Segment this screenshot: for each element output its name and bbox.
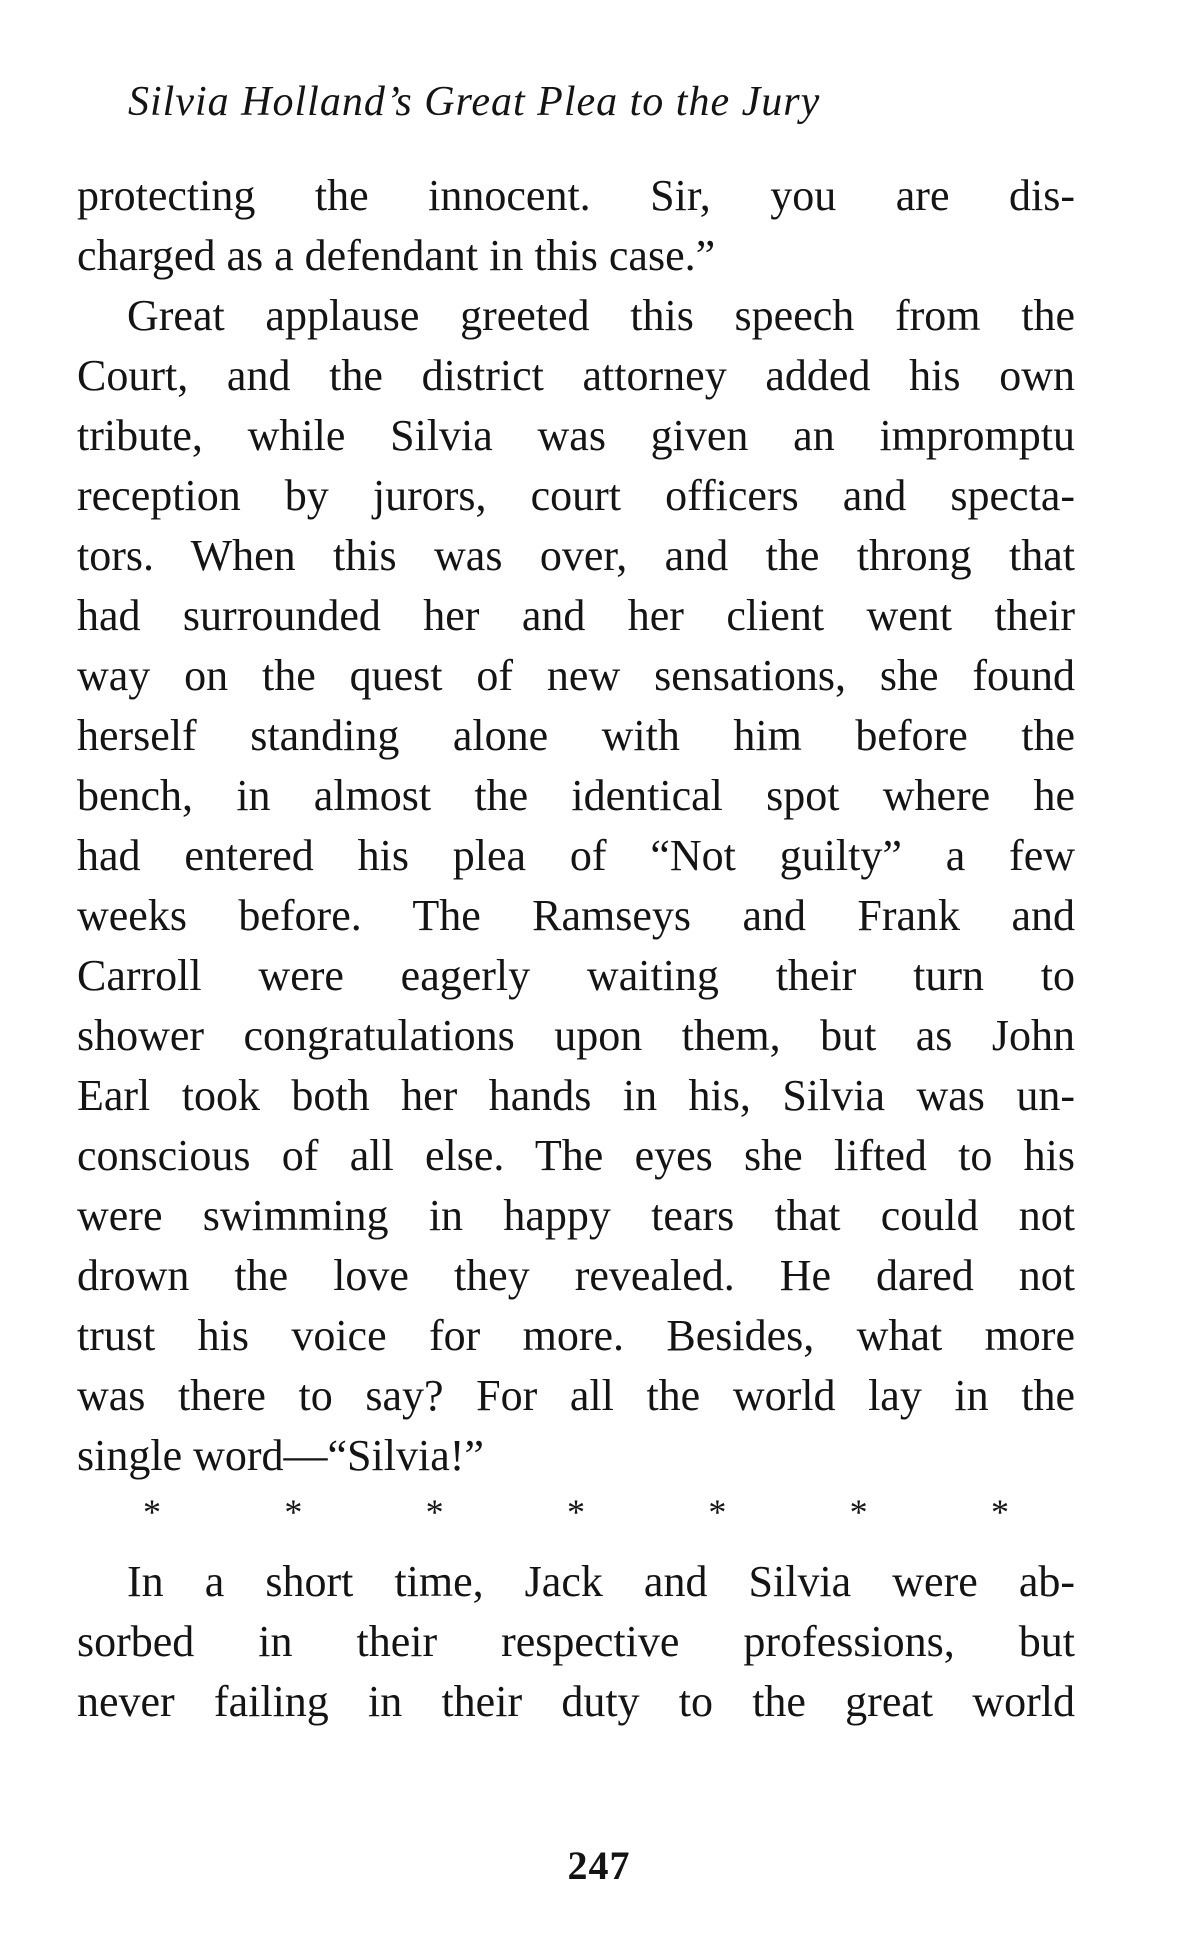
text-line: were swimming in happy tears that could not [77, 1191, 1075, 1240]
running-head: Silvia Holland’s Great Plea to the Jury [128, 79, 821, 125]
text-line: charged as a defendant in this case.” [77, 231, 716, 280]
paragraph-continuation [77, 166, 1075, 286]
asterisk-ornament: * [708, 1492, 727, 1532]
text-line: sorbed in their respective professions, but [77, 1617, 1075, 1666]
paragraph [77, 1552, 1075, 1732]
text-line: tors. When this was over, and the throng that [77, 531, 1075, 580]
text-line: shower congratulations upon them, but as John [77, 1011, 1075, 1060]
text-line: single word—“Silvia!” [77, 1431, 484, 1480]
asterisk-ornament: * [143, 1492, 161, 1532]
paragraph [77, 286, 1075, 1486]
text-line: tribute, while Silvia was given an impromptu [77, 411, 1075, 460]
section-break [77, 1486, 1075, 1538]
text-line: herself standing alone with him before the [77, 711, 1075, 760]
body-text [77, 166, 1075, 1732]
text-line: drown the love they revealed. He dared not [77, 1251, 1075, 1300]
text-line: never failing in their duty to the great world [77, 1677, 1075, 1726]
text-line: reception by jurors, court officers and specta- [77, 471, 1075, 520]
text-line: way on the quest of new sensations, she found [77, 651, 1075, 700]
text-line: had surrounded her and her client went their [77, 591, 1075, 640]
text-line: protecting the innocent. Sir, you are dis- [77, 171, 1075, 220]
text-line: Carroll were eagerly waiting their turn to [77, 951, 1075, 1000]
page-number: 247 [567, 1843, 631, 1888]
text-line: In a short time, Jack and Silvia were ab- [127, 1557, 1075, 1606]
text-line: Court, and the district attorney added his own [77, 351, 1075, 400]
text-line: Earl took both her hands in his, Silvia was un- [77, 1071, 1075, 1120]
text-line: had entered his plea of “Not guilty” a few [77, 831, 1075, 880]
asterisk-ornament: * [849, 1492, 868, 1532]
asterisk-ornament: * [566, 1492, 585, 1532]
asterisk-ornament: * [990, 1492, 1009, 1532]
asterisk-ornament: * [425, 1492, 444, 1532]
text-line: bench, in almost the identical spot where he [77, 771, 1075, 820]
text-line: Great applause greeted this speech from the [127, 291, 1075, 340]
text-line: weeks before. The Ramseys and Frank and [77, 891, 1075, 940]
spacer [77, 1538, 1075, 1552]
text-line: trust his voice for more. Besides, what more [77, 1311, 1075, 1360]
asterisk-ornament: * [284, 1492, 303, 1532]
text-line: was there to say? For all the world lay in the [77, 1371, 1075, 1420]
text-line: conscious of all else. The eyes she lifted to his [77, 1131, 1075, 1180]
